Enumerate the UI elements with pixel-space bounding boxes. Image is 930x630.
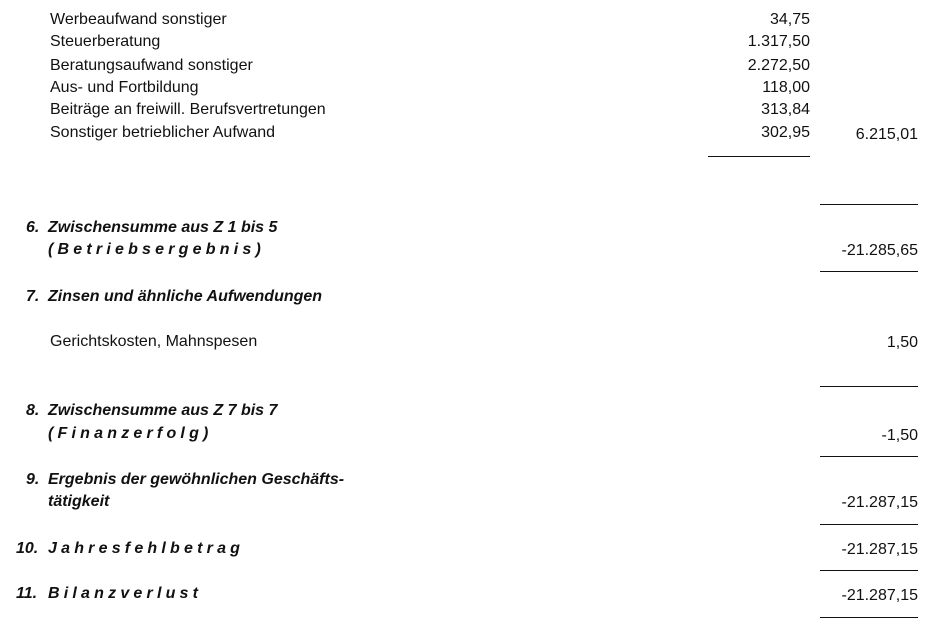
section-amount: -21.285,65: [841, 242, 918, 259]
expense-item-amount: 34,75: [769, 11, 810, 28]
section-subtitle: (Finanzerfolg): [48, 425, 213, 442]
section-number: 10.: [16, 540, 39, 557]
section-number: 11.: [16, 585, 38, 602]
expense-item-amount: 2.272,50: [747, 57, 810, 74]
expense-item-amount: 1.317,50: [747, 33, 810, 50]
expense-item-label: Beiträge an freiwill. Berufsvertretungen: [50, 101, 326, 118]
total-rule: [820, 271, 918, 272]
expense-item-label: Steuerberatung: [50, 33, 161, 50]
total-rule: [820, 386, 918, 387]
expense-item-label: Sonstiger betrieblicher Aufwand: [50, 124, 276, 141]
section-number: 6.: [26, 219, 40, 236]
section-number: 7.: [26, 288, 40, 305]
section-title: Zwischensumme aus Z 1 bis 5: [48, 219, 278, 236]
section-number: 8.: [26, 402, 40, 419]
section-title: Bilanzverlust: [48, 585, 203, 602]
expense-item-amount: 118,00: [762, 79, 810, 96]
expense-item-label: Aus- und Fortbildung: [50, 79, 199, 96]
section-number: 9.: [26, 471, 40, 488]
expense-item-label: Werbeaufwand sonstiger: [50, 11, 227, 28]
section-subtitle: (Betriebsergebnis): [48, 241, 265, 258]
section-amount: -21.287,15: [841, 587, 918, 604]
section-title: Jahresfehlbetrag: [48, 540, 245, 557]
total-rule: [820, 456, 918, 457]
section-amount: -1,50: [881, 427, 918, 444]
expense-item-label: Beratungsaufwand sonstiger: [50, 57, 253, 74]
interest-item-label: Gerichtskosten, Mahnspesen: [50, 333, 258, 350]
section-subtitle: tätigkeit: [48, 493, 110, 510]
total-rule: [820, 204, 918, 205]
expense-item-amount: 302,95: [761, 124, 810, 141]
total-rule: [820, 570, 918, 571]
subtotal-rule: [708, 156, 810, 157]
total-rule: [820, 524, 918, 525]
section-amount: -21.287,15: [841, 494, 918, 511]
interest-item-amount: 1,50: [886, 334, 918, 351]
section-amount: -21.287,15: [841, 541, 918, 558]
expense-total-amount: 6.215,01: [855, 126, 918, 143]
section-title: Zwischensumme aus Z 7 bis 7: [48, 402, 278, 419]
section-title: Zinsen und ähnliche Aufwendungen: [48, 288, 323, 305]
final-total-rule: [820, 617, 918, 618]
section-title: Ergebnis der gewöhnlichen Geschäfts-: [48, 471, 345, 488]
expense-item-amount: 313,84: [761, 101, 810, 118]
